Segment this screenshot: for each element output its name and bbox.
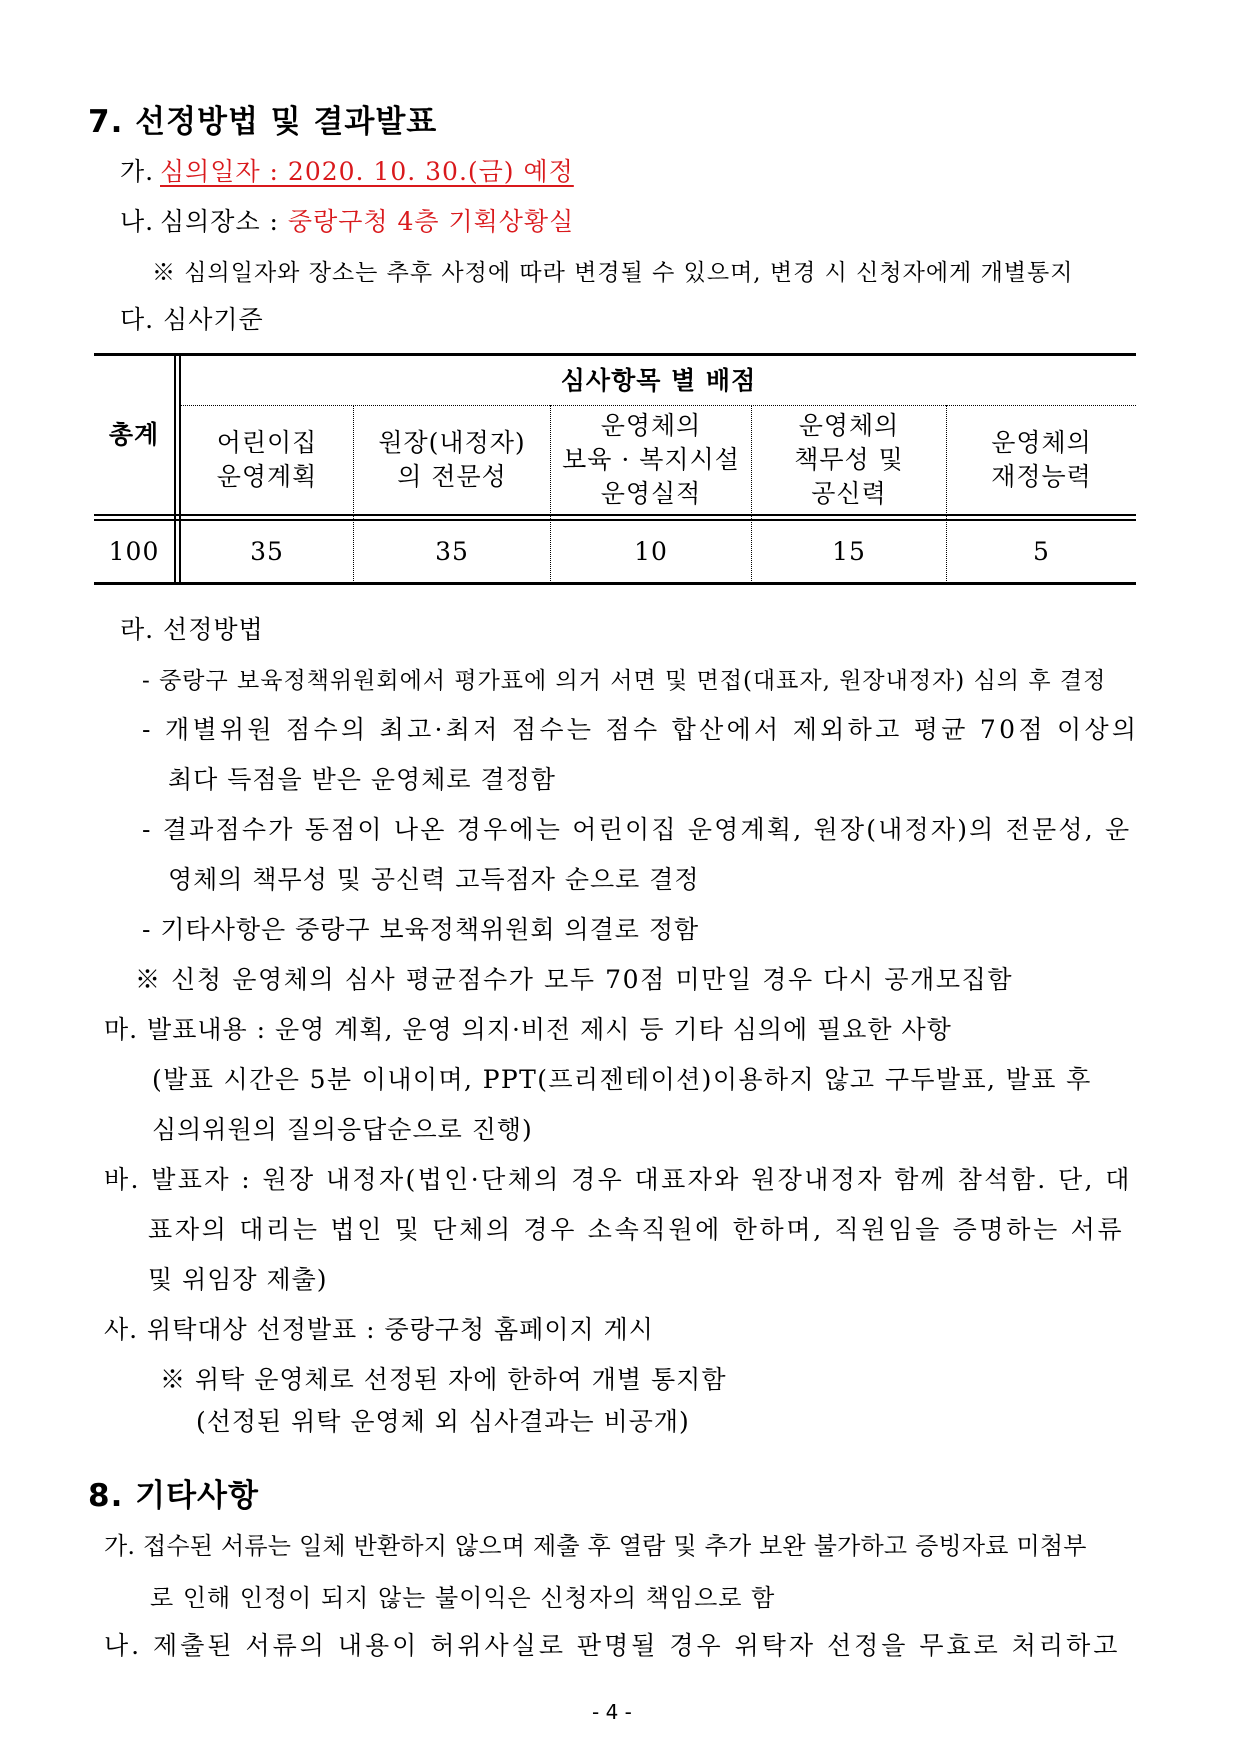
score-facility-record: 10 [634,536,668,566]
review-place-value: 중랑구청 4층 기획상황실 [287,207,575,236]
presentation-content: 마. 발표내용 : 운영 계획, 운영 의지·비전 제시 등 기타 심의에 필요한 사항 [104,1015,952,1044]
selection-method-item: 영체의 책무성 및 공신력 고득점자 순으로 결정 [168,865,700,894]
total-header: 총계 [108,420,160,449]
selection-announcement: 사. 위탁대상 선정발표 : 중랑구청 홈페이지 게시 [104,1315,654,1344]
presentation-content-detail: (발표 시간은 5분 이내이며, PPT(프리젠테이션)이용하지 않고 구두발표, 발표 후 [152,1065,1092,1094]
announcement-note: (선정된 위탁 운영체 외 심사결과는 비공개) [196,1407,690,1436]
criteria-heading: 다. 심사기준 [120,305,264,334]
col-header-operation-plan: 어린이집 운영계획 [216,428,318,491]
presentation-content-detail: 심의위원의 질의응답순으로 진행) [152,1115,533,1144]
misc-item: 나. 제출된 서류의 내용이 허위사실로 판명될 경우 위탁자 선정을 무효로 처리하고 [104,1631,1121,1660]
review-place-row [160,202,574,238]
announcement-note: ※ 위탁 운영체로 선정된 자에 한하여 개별 통지함 [160,1365,727,1394]
item-ga-label: 가. [120,157,155,186]
page-number: - 4 - [592,1700,632,1724]
score-director-expertise: 35 [435,536,469,566]
selection-method-item: 최다 득점을 받은 운영체로 결정함 [168,765,556,794]
misc-item: 가. 접수된 서류는 일체 반환하지 않으며 제출 후 열람 및 추가 보완 불가하고 증빙자료 미첨부 [104,1532,1087,1560]
review-place-label: 심의장소 : [160,207,288,236]
presenter-rule: 바. 발표자 : 원장 내정자(법인·단체의 경우 대표자와 원장내정자 함께 참석함. 단, 대 [104,1165,1132,1194]
selection-method-item: - 개별위원 점수의 최고·최저 점수는 점수 합산에서 제외하고 평균 70점 이상의 [142,715,1140,744]
col-header-facility-record: 운영체의 보육 · 복지시설 운영실적 [562,411,740,508]
item-na-label: 나. [120,207,155,236]
col-header-financial: 운영체의 재정능력 [991,428,1092,491]
total-value: 100 [108,536,160,566]
score-financial: 5 [1033,536,1050,566]
section-7-title: 7. 선정방법 및 결과발표 [88,104,438,140]
selection-method-item: - 기타사항은 중랑구 보육정책위원회 의결로 정함 [142,915,700,944]
selection-method-note: ※ 신청 운영체의 심사 평균점수가 모두 70점 미만일 경우 다시 공개모집함 [135,965,1014,994]
schedule-change-note: ※ 심의일자와 장소는 추후 사정에 따라 변경될 수 있으며, 변경 시 신청자에게 개별통지 [152,260,1074,286]
presenter-rule-detail: 및 위임장 제출) [148,1265,328,1294]
group-header: 심사항목 별 배점 [560,365,757,395]
col-header-director-expertise: 원장(내정자) 의 전문성 [378,428,526,491]
section-8-title: 8. 기타사항 [88,1478,259,1514]
scoring-table [94,353,1136,585]
selection-method-item: - 결과점수가 동점이 나온 경우에는 어린이집 운영계획, 원장(내정자)의 전문성, 운 [142,815,1132,844]
presenter-rule-detail: 표자의 대리는 법인 및 단체의 경우 소속직원에 한하며, 직원임을 증명하는 서류 [148,1215,1125,1244]
selection-method-item: - 중랑구 보육정책위원회에서 평가표에 의거 서면 및 면접(대표자, 원장내정자) 심의 후 결정 [142,668,1107,694]
misc-item: 로 인해 인정이 되지 않는 불이익은 신청자의 책임으로 함 [150,1584,776,1612]
score-operation-plan: 35 [250,536,284,566]
score-accountability: 15 [832,536,866,566]
review-date: 심의일자 : 2020. 10. 30.(금) 예정 [160,157,574,186]
selection-method-heading: 라. 선정방법 [120,615,264,644]
col-header-accountability: 운영체의 책무성 및 공신력 [794,411,904,508]
